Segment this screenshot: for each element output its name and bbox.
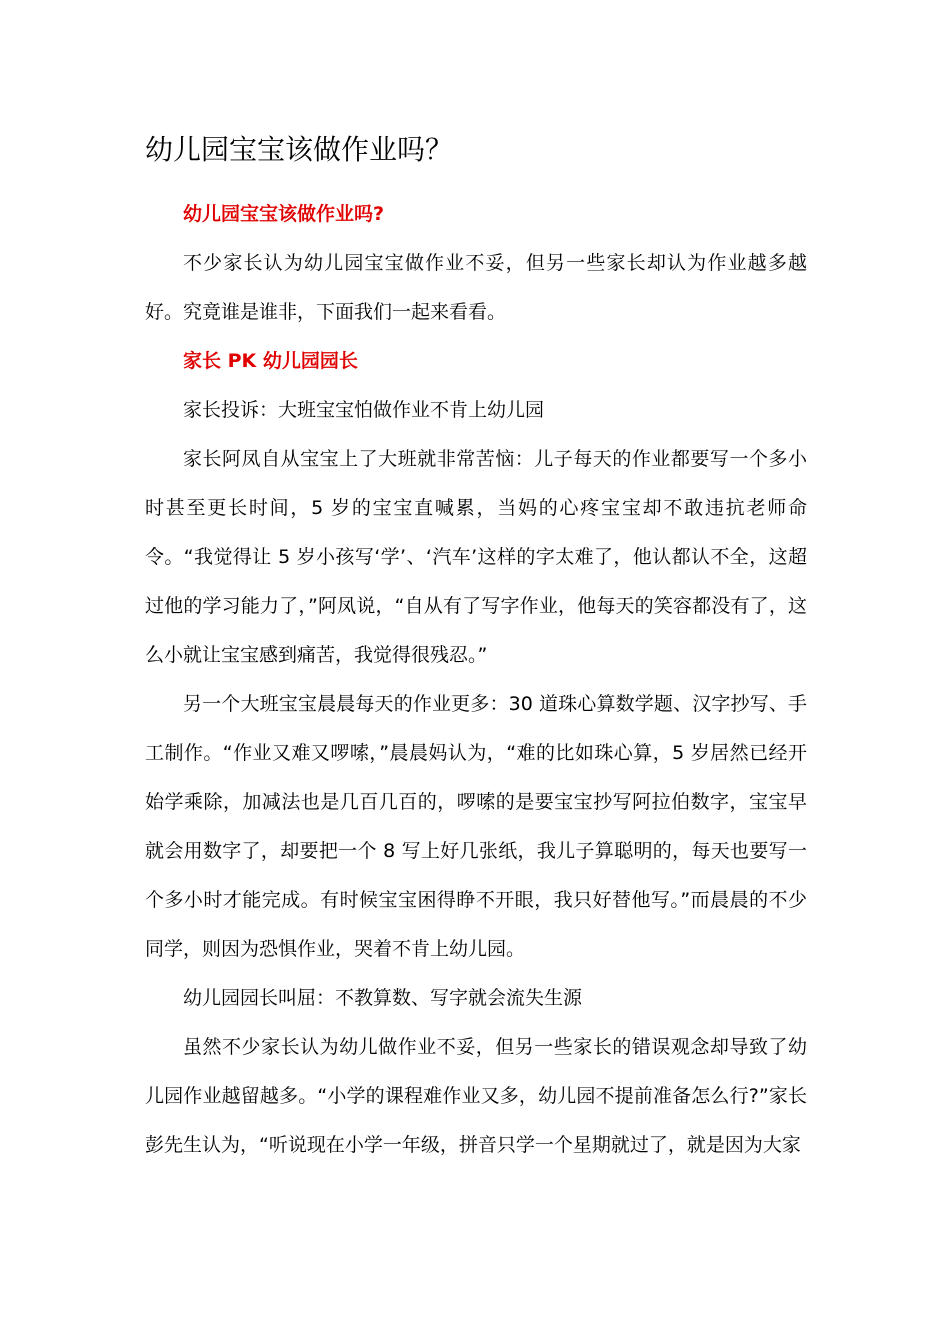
paragraph: 另一个大班宝宝晨晨每天的作业更多：30 道珠心算数学题、汉字抄写、手工制作。“作业又难又啰嗦，”晨晨妈认为，“难的比如珠心算，5 岁居然已经开始学乘除，加减法也是几百几百的，啰嗦的是要宝宝抄写阿拉伯数字，宝宝早就会用数字了，却要把一个 8 写上好几张纸，我儿子算聪明的，每天也要写一个多小时才能完成。有时候宝宝困得睁不开眼，我只好替他写。”而晨晨的不少同学，则因为恐惧作业，哭着不肯上幼儿园。 bbox=[145, 693, 807, 960]
document-body bbox=[145, 190, 807, 1170]
document-title: 幼儿园宝宝该做作业吗？ bbox=[145, 133, 454, 166]
section-heading: 家长 PK 幼儿园园长 bbox=[183, 350, 358, 372]
paragraph: 家长阿凤自从宝宝上了大班就非常苦恼：儿子每天的作业都要写一个多小时甚至更长时间，5 岁的宝宝直喊累，当妈的心疼宝宝却不敢违抗老师命令。“我觉得让 5 岁小孩写‘学’、‘汽车’这样的字太难了，他认都认不全，这超过他的学习能力了，”阿凤说，“自从有了写字作业，他每天的笑容都没有了，这么小就让宝宝感到痛苦，我觉得很残忍。” bbox=[145, 448, 807, 666]
paragraph: 家长投诉：大班宝宝怕做作业不肯上幼儿园 bbox=[183, 399, 545, 421]
paragraph: 虽然不少家长认为幼儿做作业不妥，但另一些家长的错误观念却导致了幼儿园作业越留越多。“小学的课程难作业又多，幼儿园不提前准备怎么行?”家长彭先生认为，“听说现在小学一年级，拼音只学一个星期就过了，就是因为大家 bbox=[145, 1036, 807, 1156]
paragraph: 幼儿园园长叫屈：不教算数、写字就会流失生源 bbox=[183, 987, 583, 1009]
section-heading: 幼儿园宝宝该做作业吗? bbox=[183, 203, 385, 225]
paragraph: 不少家长认为幼儿园宝宝做作业不妥，但另一些家长却认为作业越多越好。究竟谁是谁非，下面我们一起来看看。 bbox=[145, 252, 807, 323]
